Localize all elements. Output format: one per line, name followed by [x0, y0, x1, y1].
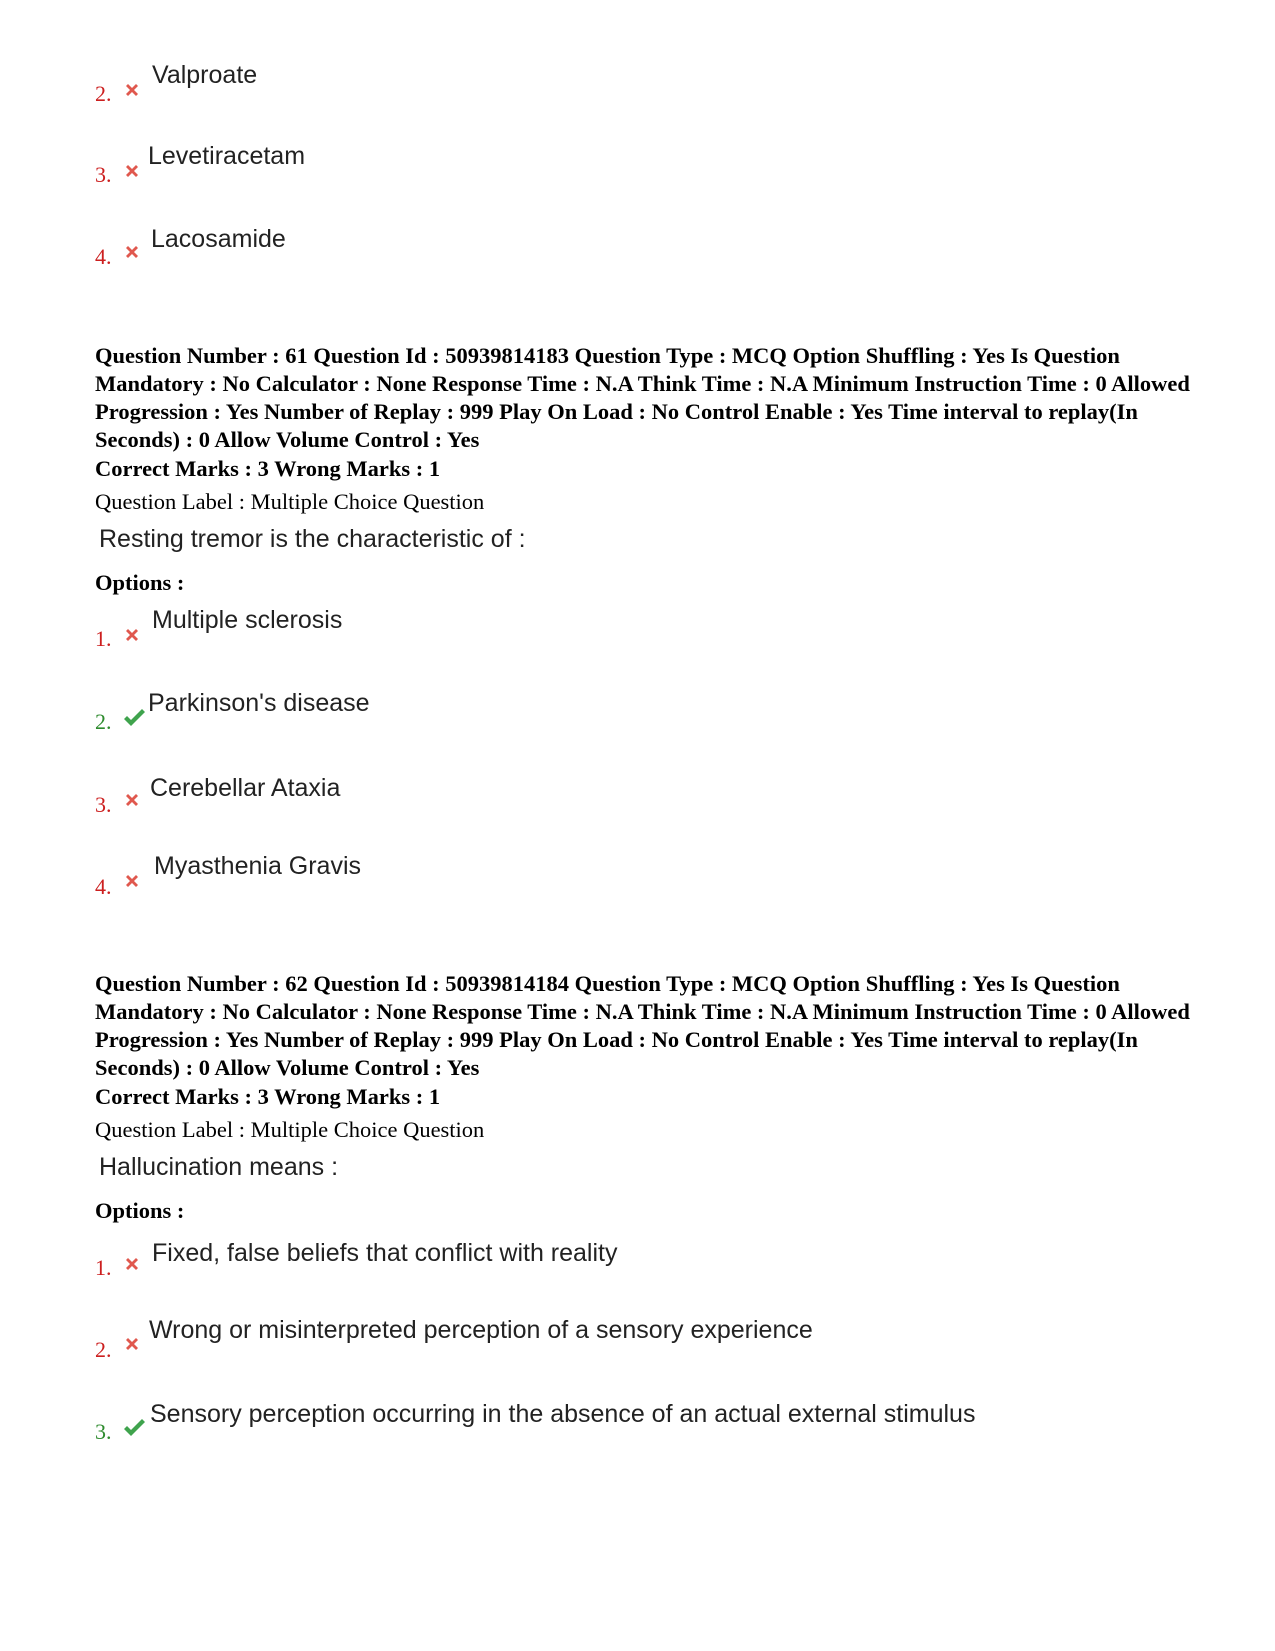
option-row: [0, 686, 1275, 746]
option-text: Parkinson's disease: [148, 689, 370, 717]
option-number: 3.: [95, 1419, 112, 1444]
question-marks: Correct Marks : 3 Wrong Marks : 1: [95, 1084, 441, 1109]
question-meta: Question Number : 61 Question Id : 50939814183 Question Type : MCQ Option Shuffling : Yes Is Question Mandatory : No Calculator : None Response Time : N.A Think Time : N.A Minimum Instruction Time : 0 Allowed Progression : Yes Number of Replay : 999 Play On Load : No Control Enable : Yes Time interval to replay(In Seconds) : 0 Allow Volume Control : Yes: [95, 343, 1190, 452]
option-number: 2.: [95, 81, 112, 106]
option-number: 3.: [95, 792, 112, 817]
option-row: [0, 58, 1275, 118]
option-row: [0, 1397, 1275, 1457]
checkmark-icon: [122, 1417, 146, 1439]
cross-icon: [122, 161, 142, 181]
option-row: [0, 771, 1275, 831]
option-text: Sensory perception occurring in the absence of an actual external stimulus: [150, 1400, 976, 1428]
option-number: 1.: [95, 1255, 112, 1280]
cross-icon: [122, 1334, 142, 1354]
question-meta: Question Number : 62 Question Id : 50939814184 Question Type : MCQ Option Shuffling : Yes Is Question Mandatory : No Calculator : None Response Time : N.A Think Time : N.A Minimum Instruction Time : 0 Allowed Progression : Yes Number of Replay : 999 Play On Load : No Control Enable : Yes Time interval to replay(In Seconds) : 0 Allow Volume Control : Yes: [95, 971, 1190, 1080]
cross-icon: [122, 625, 142, 645]
cross-icon: [122, 790, 142, 810]
option-row: [0, 1236, 1275, 1296]
question-stem: Resting tremor is the characteristic of :: [99, 525, 526, 553]
options-heading: Options :: [95, 570, 185, 595]
option-row: [0, 222, 1275, 282]
option-number: 2.: [95, 1337, 112, 1362]
option-text: Myasthenia Gravis: [154, 852, 362, 880]
option-text: Wrong or misinterpreted perception of a sensory experience: [149, 1316, 813, 1344]
question-marks: Correct Marks : 3 Wrong Marks : 1: [95, 456, 441, 481]
option-row: [0, 603, 1275, 663]
checkmark-icon: [122, 707, 146, 729]
option-number: 2.: [95, 709, 112, 734]
option-text: Levetiracetam: [148, 142, 306, 170]
options-heading: Options :: [95, 1198, 185, 1223]
cross-icon: [122, 242, 142, 262]
option-row: [0, 849, 1275, 909]
option-number: 4.: [95, 874, 112, 899]
question-stem: Hallucination means :: [99, 1153, 339, 1181]
question-label: Question Label : Multiple Choice Question: [95, 1117, 485, 1142]
option-text: Valproate: [152, 61, 258, 89]
cross-icon: [122, 1254, 142, 1274]
cross-icon: [122, 871, 142, 891]
option-text: Fixed, false beliefs that conflict with reality: [152, 1239, 618, 1267]
option-number: 1.: [95, 626, 112, 651]
option-row: [0, 139, 1275, 199]
option-text: Lacosamide: [151, 225, 286, 253]
cross-icon: [122, 80, 142, 100]
option-text: Cerebellar Ataxia: [150, 774, 341, 802]
option-text: Multiple sclerosis: [152, 606, 343, 634]
option-row: [0, 1313, 1275, 1373]
option-number: 4.: [95, 244, 112, 269]
option-number: 3.: [95, 162, 112, 187]
question-label: Question Label : Multiple Choice Question: [95, 489, 485, 514]
